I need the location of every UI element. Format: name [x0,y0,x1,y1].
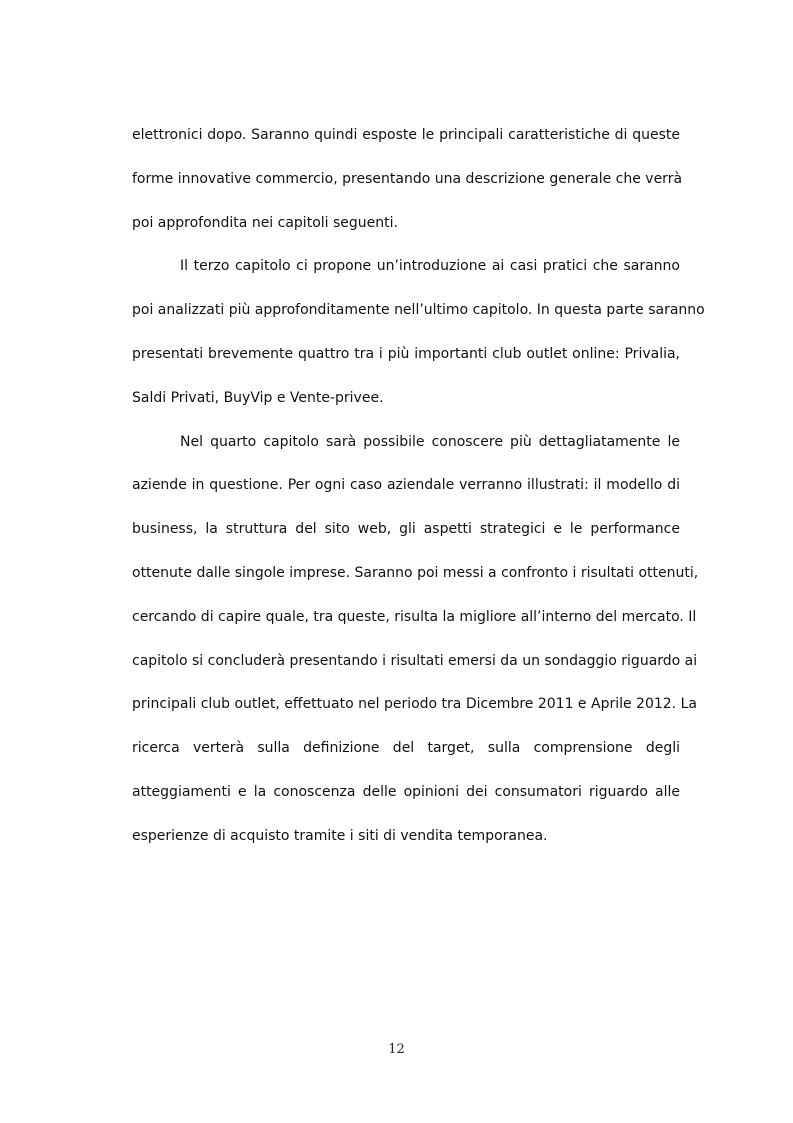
text-line: business, la struttura del sito web, gli aspetti strategici e le performance [132,521,680,538]
text-line: presentati brevemente quattro tra i più importanti club outlet online: Privalia, [132,345,680,362]
text-line: Saldi Privati, BuyVip e Vente-privee. [132,389,384,406]
text-line: ottenute dalle singole imprese. Saranno poi messi a confronto i risultati ottenuti, [132,564,699,581]
text-line: poi analizzati più approfonditamente nell’ultimo capitolo. In questa parte saranno [132,302,705,319]
text-line: atteggiamenti e la conoscenza delle opinioni dei consumatori riguardo alle [132,783,680,800]
paragraph-start-line: Nel quarto capitolo sarà possibile conoscere più dettagliatamente le [180,433,680,450]
text-line: principali club outlet, effettuato nel periodo tra Dicembre 2011 e Aprile 2012. La [132,696,697,713]
text-line: cercando di capire quale, tra queste, risulta la migliore all’interno del mercato. Il [132,608,697,625]
body-text [132,114,705,859]
text-line: aziende in questione. Per ogni caso aziendale verranno illustrati: il modello di [132,477,680,494]
text-line: capitolo si concluderà presentando i risultati emersi da un sondaggio riguardo ai [132,652,698,669]
paragraph-start-line: Il terzo capitolo ci propone un’introduzione ai casi pratici che saranno [180,258,680,275]
text-line: poi approfondita nei capitoli seguenti. [132,214,398,231]
page-number: 12 [388,1042,405,1057]
text-line: ricerca verterà sulla definizione del target, sulla comprensione degli [132,740,680,757]
text-line: forme innovative commercio, presentando una descrizione generale che verrà [132,170,683,187]
text-line: elettronici dopo. Saranno quindi esposte le principali caratteristiche di queste [132,127,680,143]
text-line: esperienze di acquisto tramite i siti di vendita temporanea. [132,827,548,844]
